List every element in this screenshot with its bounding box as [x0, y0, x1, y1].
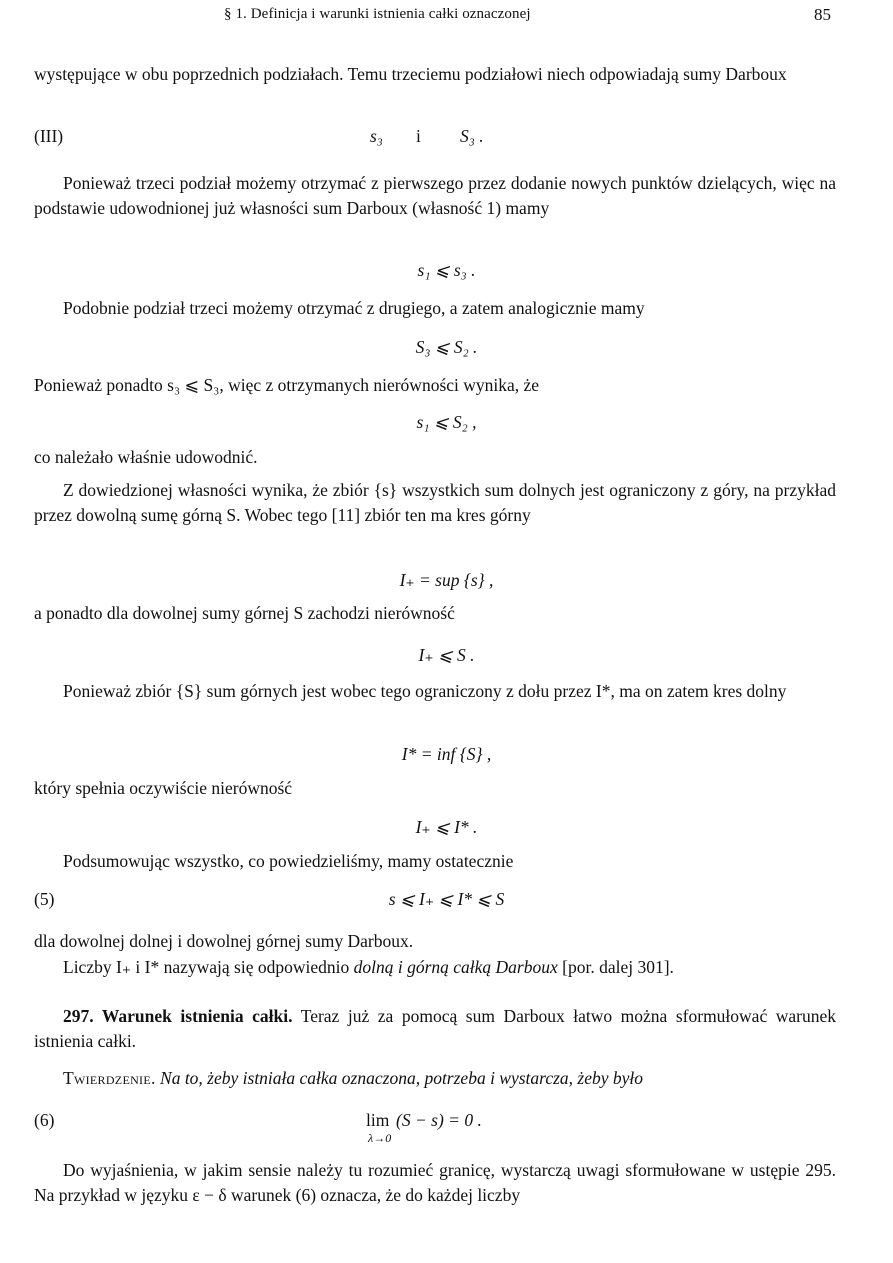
paragraph-satisfies: który spełnia oczywiście nierówność — [34, 778, 293, 798]
section-297 — [34, 1004, 836, 1054]
equation-upper-integral: I* = inf {S} , — [401, 744, 492, 764]
equation-label-5: (5) — [34, 889, 55, 909]
paragraph-moreover: Ponieważ ponadto s₃ ⩽ S₃, więc z otrzymanych nierówności wynika, że — [34, 375, 540, 395]
paragraph-darboux-integrals — [34, 955, 836, 980]
section-297-title: 297. Warunek istnienia całki. — [63, 1006, 293, 1026]
running-header: § 1. Definicja i warunki istnienia całki oznaczonej — [224, 6, 531, 22]
equation-S3-S2: S₃ ⩽ S₂ . — [415, 337, 478, 357]
section-297-text: Teraz już za pomocą sum Darboux łatwo można sformułować warunek istnienia całki. — [34, 1006, 836, 1051]
paragraph-qed: co należało właśnie udowodnić. — [34, 447, 258, 467]
paragraph-bounded-below: Ponieważ zbiór {S} sum górnych jest wobec tego ograniczony z dołu przez I*, ma on zatem kres dolny — [63, 681, 787, 701]
paragraph-bounded-above: Z dowiedzionej własności wynika, że zbiór {s} wszystkich sum dolnych jest ograniczony z góry, na przykład przez dowolną sumę górną S. Wobec tego [11] zbiór ten ma kres górny — [34, 480, 836, 525]
equation-s1-s3: s₁ ⩽ s₃ . — [417, 260, 476, 280]
paragraph-refinement: Ponieważ trzeci podział możemy otrzymać z pierwszego przez dodanie nowych punktów dzielących, więc na podstawie udowodnionej już własności sum Darboux (własność 1) mamy — [34, 173, 836, 218]
equation-iii-conj: i — [416, 126, 421, 146]
equation-lower-le-upper: I₊ ⩽ I* . — [415, 817, 478, 837]
equation-6-limit-subscript: λ→0 — [368, 1131, 392, 1145]
paragraph-explanation: Do wyjaśnienia, w jakim sensie należy tu rozumieć granicę, wystarczą uwagi sformułowane w ustępie 295. Na przykład w języku ε − δ warunek (6) oznacza, że do każdej liczby — [34, 1160, 836, 1205]
paragraph-any-sums: dla dowolnej dolnej i dowolnej górnej sumy Darboux. — [34, 931, 414, 951]
darboux-integrals-term: dolną i górną całką Darboux — [353, 957, 558, 977]
equation-lower-integral: I₊ = sup {s} , — [399, 570, 494, 590]
equation-6-body: (S − s) = 0 . — [396, 1110, 482, 1130]
equation-label-iii: (III) — [34, 126, 64, 146]
paragraph-continuation: występujące w obu poprzednich podziałach. Temu trzeciemu podziałowi niech odpowiadają sumy Darboux — [34, 64, 787, 84]
equation-5-chain: s ⩽ I₊ ⩽ I* ⩽ S — [388, 889, 505, 909]
paragraph-summarizing: Podsumowując wszystko, co powiedzieliśmy, mamy ostatecznie — [63, 851, 514, 871]
equation-6-lim: lim — [366, 1110, 390, 1130]
darboux-text-c: [por. dalej 301]. — [557, 957, 674, 977]
page-number: 85 — [814, 5, 831, 24]
equation-label-6: (6) — [34, 1110, 55, 1130]
theorem-label: Twierdzenie. — [63, 1068, 156, 1088]
paragraph-similarly: Podobnie podział trzeci możemy otrzymać z drugiego, a zatem analogicznie mamy — [63, 298, 645, 318]
darboux-text-a: Liczby I₊ i I* nazywają się odpowiednio — [63, 957, 354, 977]
theorem-statement — [34, 1066, 836, 1091]
paragraph-inequality-holds: a ponadto dla dowolnej sumy górnej S zachodzi nierówność — [34, 603, 455, 623]
equation-s1-S2: s₁ ⩽ S₂ , — [416, 412, 477, 432]
equation-iii-left: s₃ — [370, 126, 383, 146]
equation-iii-right: S₃ . — [460, 126, 484, 146]
equation-lower-le-S: I₊ ⩽ S . — [418, 645, 475, 665]
theorem-text: Na to, żeby istniała całka oznaczona, potrzeba i wystarcza, żeby było — [155, 1068, 644, 1088]
